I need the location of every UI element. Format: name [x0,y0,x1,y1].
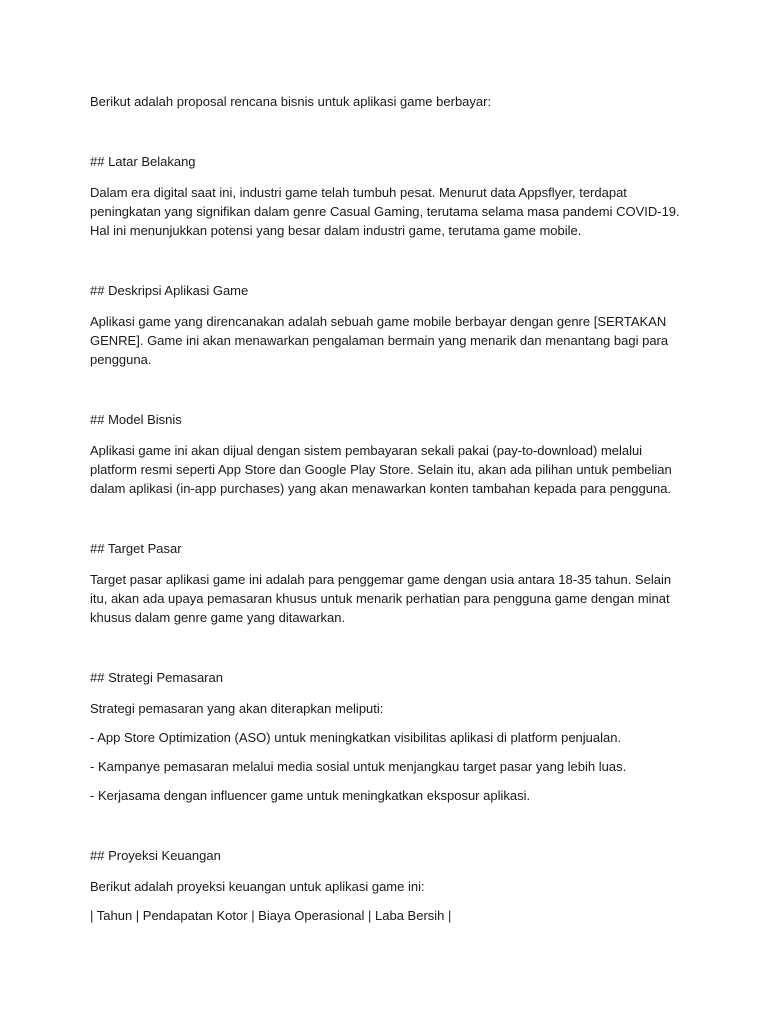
heading-target-pasar: ## Target Pasar [90,541,182,556]
paragraph-proyeksi-lead: Berikut adalah proyeksi keuangan untuk aplikasi game ini: [90,879,425,894]
heading-model-bisnis: ## Model Bisnis [90,412,182,427]
intro-text: Berikut adalah proposal rencana bisnis untuk aplikasi game berbayar: [90,94,492,109]
paragraph-target-pasar: Target pasar aplikasi game ini adalah para penggemar game dengan usia antara 18-35 tahun. Selain itu, akan ada upaya pemasaran khusus untuk menarik perhatian para pengguna game dengan minat khusus dalam genre game yang ditawarkan. [90,572,672,625]
heading-deskripsi: ## Deskripsi Aplikasi Game [90,283,249,298]
paragraph-deskripsi: Aplikasi game yang direncanakan adalah sebuah game mobile berbayar dengan genre [SERTAKAN GENRE]. Game ini akan menawarkan pengalaman bermain yang menarik dan menantang bagi para pengguna. [90,314,669,367]
paragraph-latar-belakang: Dalam era digital saat ini, industri game telah tumbuh pesat. Menurut data Appsflyer, terdapat peningkatan yang signifikan dalam genre Casual Gaming, terutama selama masa pandemi COVID-19. Hal ini menunjukkan potensi yang besar dalam industri game, terutama game mobile. [90,185,680,238]
list-item: - App Store Optimization (ASO) untuk meningkatkan visibilitas aplikasi di platform penjualan. [90,730,622,745]
list-item: - Kampanye pemasaran melalui media sosial untuk menjangkau target pasar yang lebih luas. [90,759,627,774]
heading-proyeksi: ## Proyeksi Keuangan [90,848,221,863]
paragraph-strategi-lead: Strategi pemasaran yang akan diterapkan meliputi: [90,701,384,716]
heading-latar-belakang: ## Latar Belakang [90,154,196,169]
table-header-row: | Tahun | Pendapatan Kotor | Biaya Operasional | Laba Bersih | [90,908,452,923]
paragraph-model-bisnis: Aplikasi game ini akan dijual dengan sistem pembayaran sekali pakai (pay-to-download) melalui platform resmi seperti App Store dan Google Play Store. Selain itu, akan ada pilihan untuk pembelian dalam aplikasi (in-app purchases) yang akan menawarkan konten tambahan kepada para pengguna. [90,443,672,496]
list-item: - Kerjasama dengan influencer game untuk meningkatkan eksposur aplikasi. [90,788,531,803]
heading-strategi: ## Strategi Pemasaran [90,670,223,685]
document-body [90,92,680,925]
